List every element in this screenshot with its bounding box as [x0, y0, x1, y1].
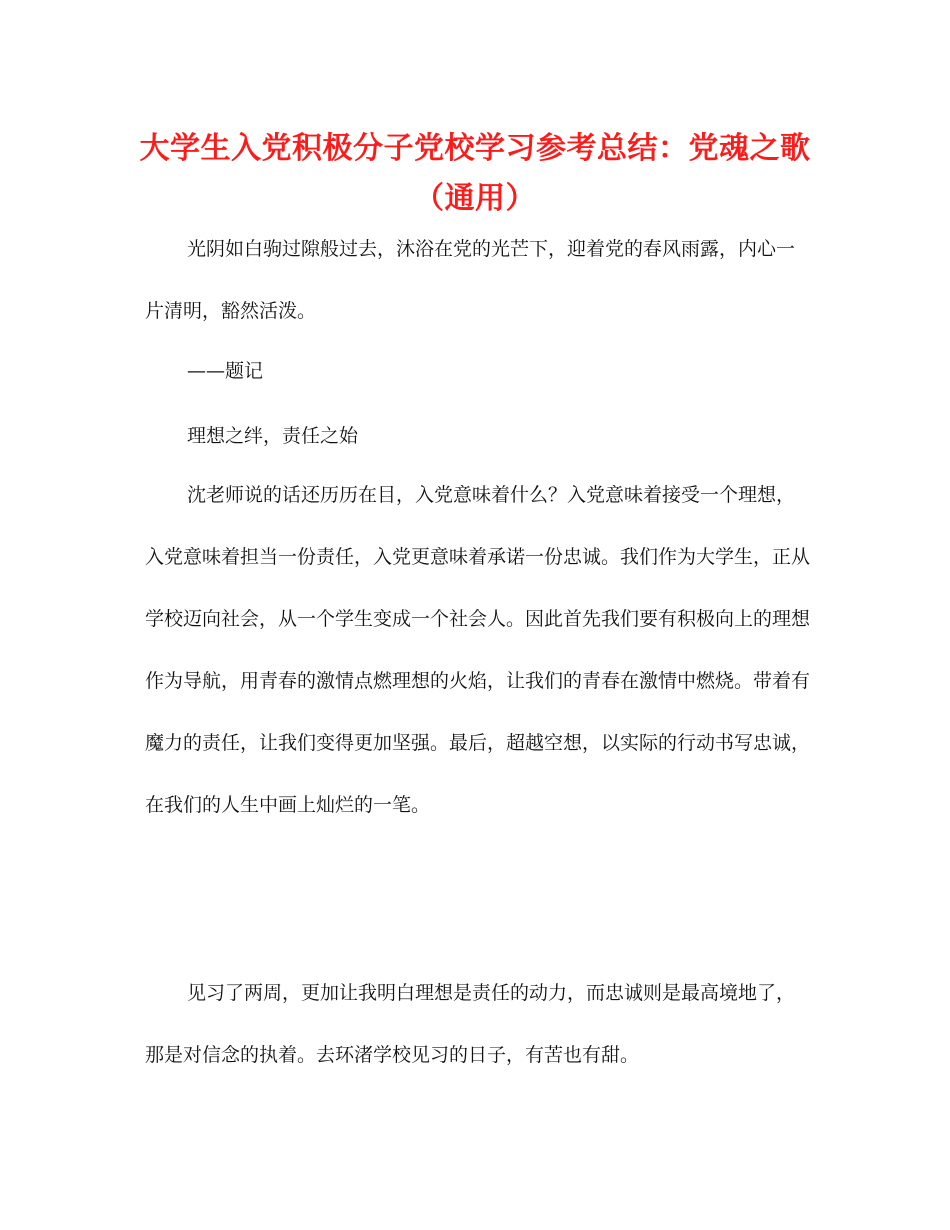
- section-heading: 理想之绊，责任之始: [187, 425, 359, 447]
- document-title: 大学生入党积极分子党校学习参考总结：党魂之歌（通用）: [139, 131, 811, 216]
- paragraph-epigraph-attribution: ——题记: [187, 360, 264, 382]
- paragraph-body-2: 见习了两周，更加让我明白理想是责任的动力，而忠诚则是最高境地了，那是对信念的执着。去环渚学校见习的日子，有苦也有甜。: [145, 982, 796, 1066]
- paragraph-body-1: 沈老师说的话还历历在目，入党意味着什么？入党意味着接受一个理想，入党意味着担当一份责任，入党更意味着承诺一份忠诚。我们作为大学生，正从学校迈向社会，从一个学生变成一个社会人。因此首先我们要有积极向上的理想作为导航，用青春的激情点燃理想的火焰，让我们的青春在激情中燃烧。带着有魔力的责任，让我们变得更加坚强。最后，超越空想，以实际的行动书写忠诚，在我们的人生中画上灿烂的一笔。: [145, 484, 811, 816]
- paragraph-intro: 光阴如白驹过隙般过去，沐浴在党的光芒下，迎着党的春风雨露，内心一片清明，豁然活泼。: [145, 238, 796, 322]
